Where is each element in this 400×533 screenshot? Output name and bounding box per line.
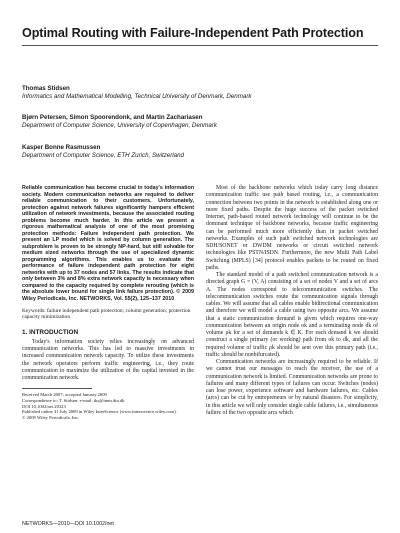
body-paragraph: Most of the backbone networks which today carry long distance communication traffic use path based routing, i.e., a communication connection between two points in the network is established along one or more fixed paths. Despite the huge success of the packet switched Internet, path-based routed network technology will continue to be the dominant technique of backbone networks, because traffic engineering can be performed much more efficiently than in packet switched networks. Examples of such path switched network technologies are SDH/SONET or DWDM networks or circuit switched network technologies like PSTN/ISDN. Furthermore, the new Multi Path Label Switching (MPLS) [34] protocol enables packets to be routed on fixed paths.: [206, 185, 378, 271]
author-affiliation: Informatics and Mathematical Modelling, Technical University of Denmark, Denmark: [22, 93, 252, 100]
abstract: Reliable communication has become crucial in today's information society. Modern communication networks are required to deliver reliable communication to their customers. Unfortunately, protection against network failures significantly hampers efficient utilization of network investments, because the associated routing problems become much harder. In this article we present a rigorous mathematical analysis of one of the most promising protection methods: Failure independent path protection. We present an LP model which is solved by column generation. The subproblem is proven to be strongly NP-hard, but still solvable for medium sized networks through the use of specialized dynamic programming algorithms. This enables us to evaluate the performance of failure independent path protection for eight networks with up to 37 nodes and 57 links. The results indicate that only between 3% and 8% extra network capacity is necessary when compared to the capacity required by complete rerouting (which is the absolute lower bound for single link failure protection). © 2009 Wiley Periodicals, Inc. NETWORKS, Vol. 55(2), 125–137 2010: [22, 185, 194, 302]
footnote-rule: [22, 388, 92, 389]
keywords-label: Keywords:: [22, 308, 46, 314]
intro-paragraph: Today's information society relies increasingly on advanced communication networks. This has led to massive investments in increased communication network capacity. To utilize these investments the network operators perform traffic engineering, i.e., they route communication to maximize the utilization of the capital invested in the communication network.: [22, 338, 194, 382]
footnote-line: Received March 2007; accepted January 2009: [22, 392, 107, 398]
author-block-1: [22, 85, 378, 101]
body-paragraph: Communication networks are increasingly required to be reliable. If we cannot trust our messages to reach the receiver, the use of a communication network is limited. Communication networks are prone to failures and many different types of failures can occur. Switches (nodes) can lose power, experience software and hardware failures, etc. Cables (arcs) can be cut by entrepreneurs or by natural disasters. For simplicity, in this article we will only consider single cable failures, i.e., simultaneous failure of the two opposite arcs which: [206, 359, 378, 416]
author-names: Bjørn Petersen, Simon Spoorendonk, and Martin Zachariasen: [22, 114, 203, 121]
author-block-2: [22, 114, 378, 130]
footnotes: [22, 388, 194, 421]
left-column: [22, 185, 194, 421]
body-paragraph: The standard model of a path switched communication network is a directed graph G = (V, A) consisting of a set of nodes V and a set of arcs A. The nodes correspond to telecommunication switches. The telecommunication switches route the communication signals through cables. We will assume that all cables enable bidirectional communication and therefore we will model a cable using two opposite arcs. We assume that a static communication demand is given which requires one-way communication between an origin node ok and a terminating node dk of volume ρk for a set of demands k ∈ K. For each demand k we should construct a single primary (or working) path from ok to dk, and all the required volume of traffic ρk should be sent over this primary path (i.e., traffic should be nonbifurcated).: [206, 272, 378, 358]
author-affiliation: Department of Computer Science, ETH Zurich, Switzerland: [22, 152, 184, 159]
footnote-line: © 2009 Wiley Periodicals, Inc.: [22, 415, 79, 421]
keywords: [22, 308, 194, 321]
author-block-3: [22, 144, 378, 160]
footnote-line: Published online 31 July 2009 in Wiley InterScience (www.interscience.wiley.com).: [22, 409, 177, 415]
keywords-text: failure independent path protection; column generation; protection capacity minimization: [22, 308, 191, 321]
page-footer: NETWORKS—2010—DOI 10.1002/net: [22, 521, 114, 527]
author-affiliation: Department of Computer Science, University of Copenhagen, Denmark: [22, 122, 217, 129]
right-column: [206, 185, 378, 417]
author-names: Kasper Bonne Rasmussen: [22, 144, 101, 151]
footnote-line: Correspondence to: T. Stidsen; e-mail: tks@imm.dtu.dk: [22, 398, 125, 404]
title-rule: [22, 45, 378, 46]
paper-title: Optimal Routing with Failure-Independent Path Protection: [22, 26, 364, 40]
footnote-line: DOI 10.1002/net.20323: [22, 403, 66, 409]
author-names: Thomas Stidsen: [22, 85, 70, 92]
section-heading: 1. INTRODUCTION: [22, 328, 79, 336]
